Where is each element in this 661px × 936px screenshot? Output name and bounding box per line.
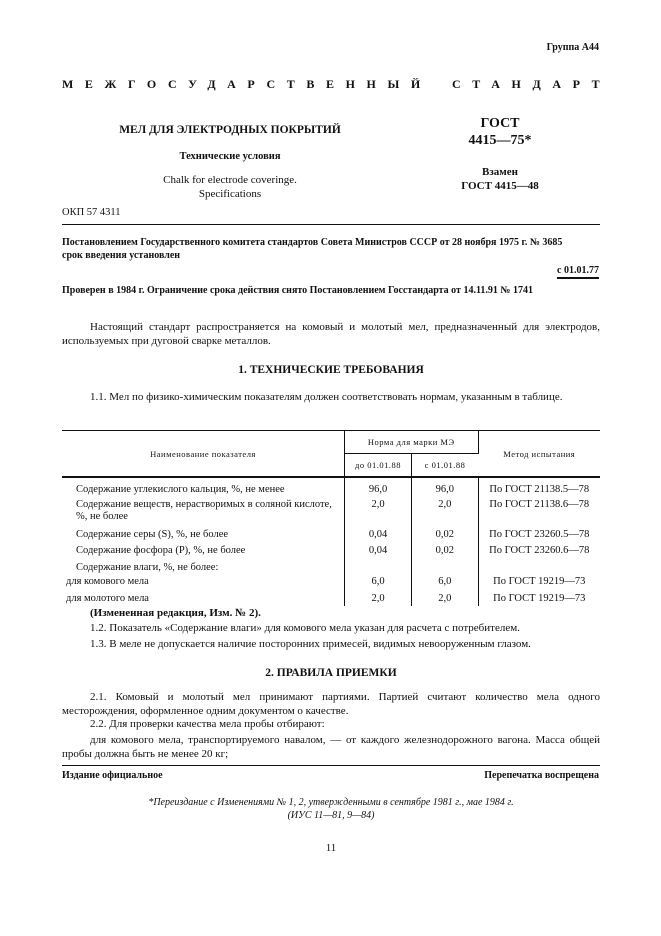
table-row: Содержание веществ, нерастворимых в соляной кислоте, %, не более 2,0 2,0 По ГОСТ 21138.6—78: [62, 498, 600, 525]
group-label: Группа А44: [546, 42, 599, 53]
ius-note: (ИУС 11—81, 9—84): [287, 810, 375, 821]
gost-label: ГОСТ: [480, 116, 520, 131]
table-row: для комового мела 6,0 6,0 По ГОСТ 19219—73: [62, 575, 600, 590]
table-row: Содержание влаги, %, не более:: [62, 559, 600, 576]
page-number: 11: [325, 842, 337, 854]
paragraph-2-2: 2.2. Для проверки качества мела пробы отбирают:: [90, 718, 325, 730]
header-norm: Норма для марки МЭ: [345, 431, 479, 454]
paragraph-1-1: 1.1. Мел по физико-химическим показателям должен соответствовать нормам, указанным в таблице.: [90, 391, 563, 403]
header-left: МЕЖГОСУДАРСТВЕННЫЙ: [62, 77, 432, 91]
checked-note: Проверен в 1984 г. Ограничение срока действия снято Постановлением Госстандарта от 14.11.91 № 1741: [62, 285, 533, 296]
reissue-note: *Переиздание с Изменениями № 1, 2, утвержденными в сентябре 1981 г., мае 1984 г.: [148, 797, 514, 808]
paragraph-1-3: 1.3. В меле не допускается наличие посторонних примесей, видимых невооруженным глазом.: [90, 638, 531, 650]
paragraph-2-1: 2.1. Комовый и молотый мел принимают партиями. Партией считают количество мела одного месторождения, оформленное одним документом о качестве.: [62, 691, 600, 717]
paragraph-1-2: 1.2. Показатель «Содержание влаги» для комового мела указан для расчета с потребителем.: [90, 622, 520, 634]
section-1-title: 1. ТЕХНИЧЕСКИЕ ТРЕБОВАНИЯ: [238, 364, 424, 376]
doc-subtitle-en: Specifications: [198, 188, 262, 200]
gost-number: 4415—75*: [468, 133, 532, 148]
doc-subtitle: Технические условия: [179, 151, 281, 162]
table-row: Содержание углекислого кальция, %, не менее 96,0 96,0 По ГОСТ 21138.5—78: [62, 483, 600, 498]
reprint-forbidden: Перепечатка воспрещена: [484, 770, 599, 781]
replaced-gost: ГОСТ 4415—48: [461, 180, 539, 192]
header-method: Метод испытания: [478, 431, 600, 478]
decree-line1: Постановлением Государственного комитета стандартов Совета Министров СССР от 28 ноября 1975 г. № 3685: [62, 237, 563, 248]
header-right: СТАНДАРТ: [452, 77, 612, 91]
paragraph-2-2-lump: для комового мела, транспортируемого навалом, — от каждого железнодорожного вагона. Масса общей пробы должна быть не менее 20 кг;: [62, 734, 600, 760]
section-2-title: 2. ПРАВИЛА ПРИЕМКИ: [265, 667, 397, 679]
requirements-table: [62, 430, 600, 606]
header-after: с 01.01.88: [412, 454, 479, 478]
table-row: Содержание фосфора (Р), %, не более 0,04 0,02 По ГОСТ 23260.6—78: [62, 542, 600, 559]
doc-title: МЕЛ ДЛЯ ЭЛЕКТРОДНЫХ ПОКРЫТИЙ: [119, 124, 341, 136]
decree-line2: срок введения установлен: [62, 250, 181, 261]
official-edition: Издание официальное: [62, 770, 163, 781]
okp-code: ОКП 57 4311: [62, 207, 121, 218]
table-row: Содержание серы (S), %, не более 0,04 0,02 По ГОСТ 23260.5—78: [62, 525, 600, 543]
table-row: для молотого мела 2,0 2,0 По ГОСТ 19219—73: [62, 590, 600, 607]
intro-paragraph: Настоящий стандарт распространяется на комовый и молотый мел, предназначенный для электродов, используемых при дуговой сварке металлов.: [62, 321, 600, 347]
edit-note: (Измененная редакция, Изм. № 2).: [90, 607, 261, 619]
doc-title-en: Chalk for electrode coveringe.: [163, 174, 297, 186]
header-before: до 01.01.88: [345, 454, 412, 478]
effective-date: с 01.01.77: [557, 265, 599, 279]
replaces-label: Взамен: [482, 166, 518, 178]
divider: [62, 224, 600, 225]
header-indicator: Наименование показателя: [62, 431, 345, 478]
footer-divider: [62, 765, 600, 766]
